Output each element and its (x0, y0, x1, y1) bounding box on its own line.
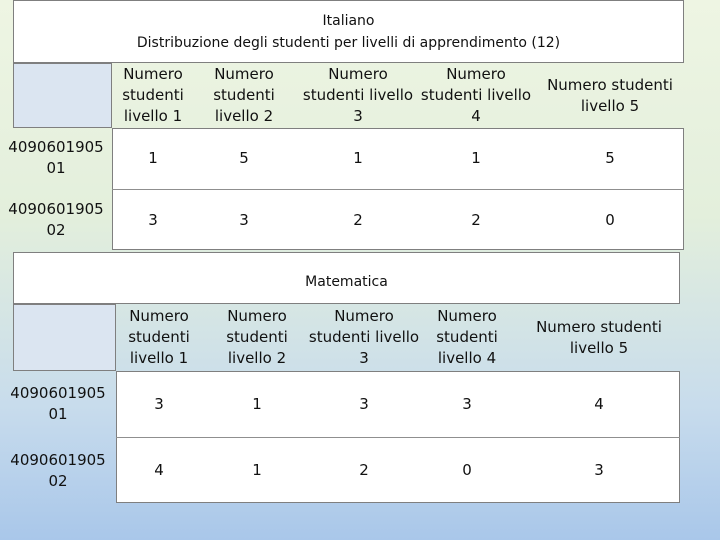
matematica-row-header-corner (13, 304, 116, 371)
matematica-col-header-3: Numero studenti livello 3 (308, 307, 420, 367)
matematica-title-box (13, 252, 680, 304)
italiano-row-1-label (0, 137, 112, 179)
italiano-row-header-corner (13, 63, 112, 128)
matematica-row-2-col-3: 2 (359, 461, 369, 479)
italiano-row-2-col-5: 0 (605, 210, 615, 229)
italiano-row-2-label-text: 409060190502 (8, 200, 104, 239)
matematica-row-1-label-text: 409060190501 (10, 384, 106, 423)
matematica-row-2-col-1: 4 (154, 461, 164, 479)
matematica-row-2-label (0, 450, 116, 492)
matematica-col-header-2: Numero studenti livello 2 (226, 307, 288, 367)
matematica-row-1-col-3: 3 (359, 394, 369, 413)
italiano-row-2-col-1: 3 (148, 210, 158, 229)
italiano-col-header-4: Numero studenti livello 4 (420, 65, 532, 125)
matematica-column-headers (116, 304, 680, 371)
italiano-column-headers (112, 63, 684, 128)
italiano-title: Italiano (322, 13, 375, 29)
matematica-col-header-5: Numero studenti livello 5 (536, 317, 662, 357)
italiano-subtitle: Distribuzione degli studenti per livelli di apprendimento (12) (136, 35, 561, 51)
italiano-row-1-col-5: 5 (605, 149, 615, 167)
italiano-row-2-col-4: 2 (471, 210, 481, 229)
matematica-col-header-1: Numero studenti livello 1 (128, 307, 190, 367)
italiano-row-1-col-2: 5 (239, 149, 249, 167)
matematica-row-1-col-2: 1 (252, 394, 262, 413)
matematica-title: Matematica (305, 274, 388, 290)
matematica-row-1-col-5: 4 (594, 394, 604, 413)
italiano-title-box (13, 0, 684, 63)
italiano-row-1-col-4: 1 (471, 149, 481, 167)
italiano-col-header-5: Numero studenti livello 5 (547, 75, 673, 115)
italiano-col-header-3: Numero studenti livello 3 (302, 65, 414, 125)
matematica-row-2-col-4: 0 (462, 461, 472, 479)
italiano-col-header-1: Numero studenti livello 1 (122, 65, 184, 125)
italiano-row-2-label (0, 199, 112, 241)
matematica-row-2-label-text: 409060190502 (10, 451, 106, 490)
italiano-row-1-label-text: 409060190501 (8, 138, 104, 177)
matematica-row-2-col-5: 3 (594, 461, 604, 479)
italiano-row-1-col-3: 1 (353, 149, 363, 167)
italiano-row-2-col-3: 2 (353, 210, 363, 229)
matematica-row-1-label (0, 383, 116, 425)
italiano-row-2-col-2: 3 (239, 210, 249, 229)
matematica-row-1-col-1: 3 (154, 394, 164, 413)
matematica-row-1-col-4: 3 (462, 394, 472, 413)
matematica-row-2-col-2: 1 (252, 461, 262, 479)
italiano-col-header-2: Numero studenti livello 2 (213, 65, 275, 125)
italiano-row-1-col-1: 1 (148, 149, 158, 167)
matematica-col-header-4: Numero studenti livello 4 (436, 307, 498, 367)
